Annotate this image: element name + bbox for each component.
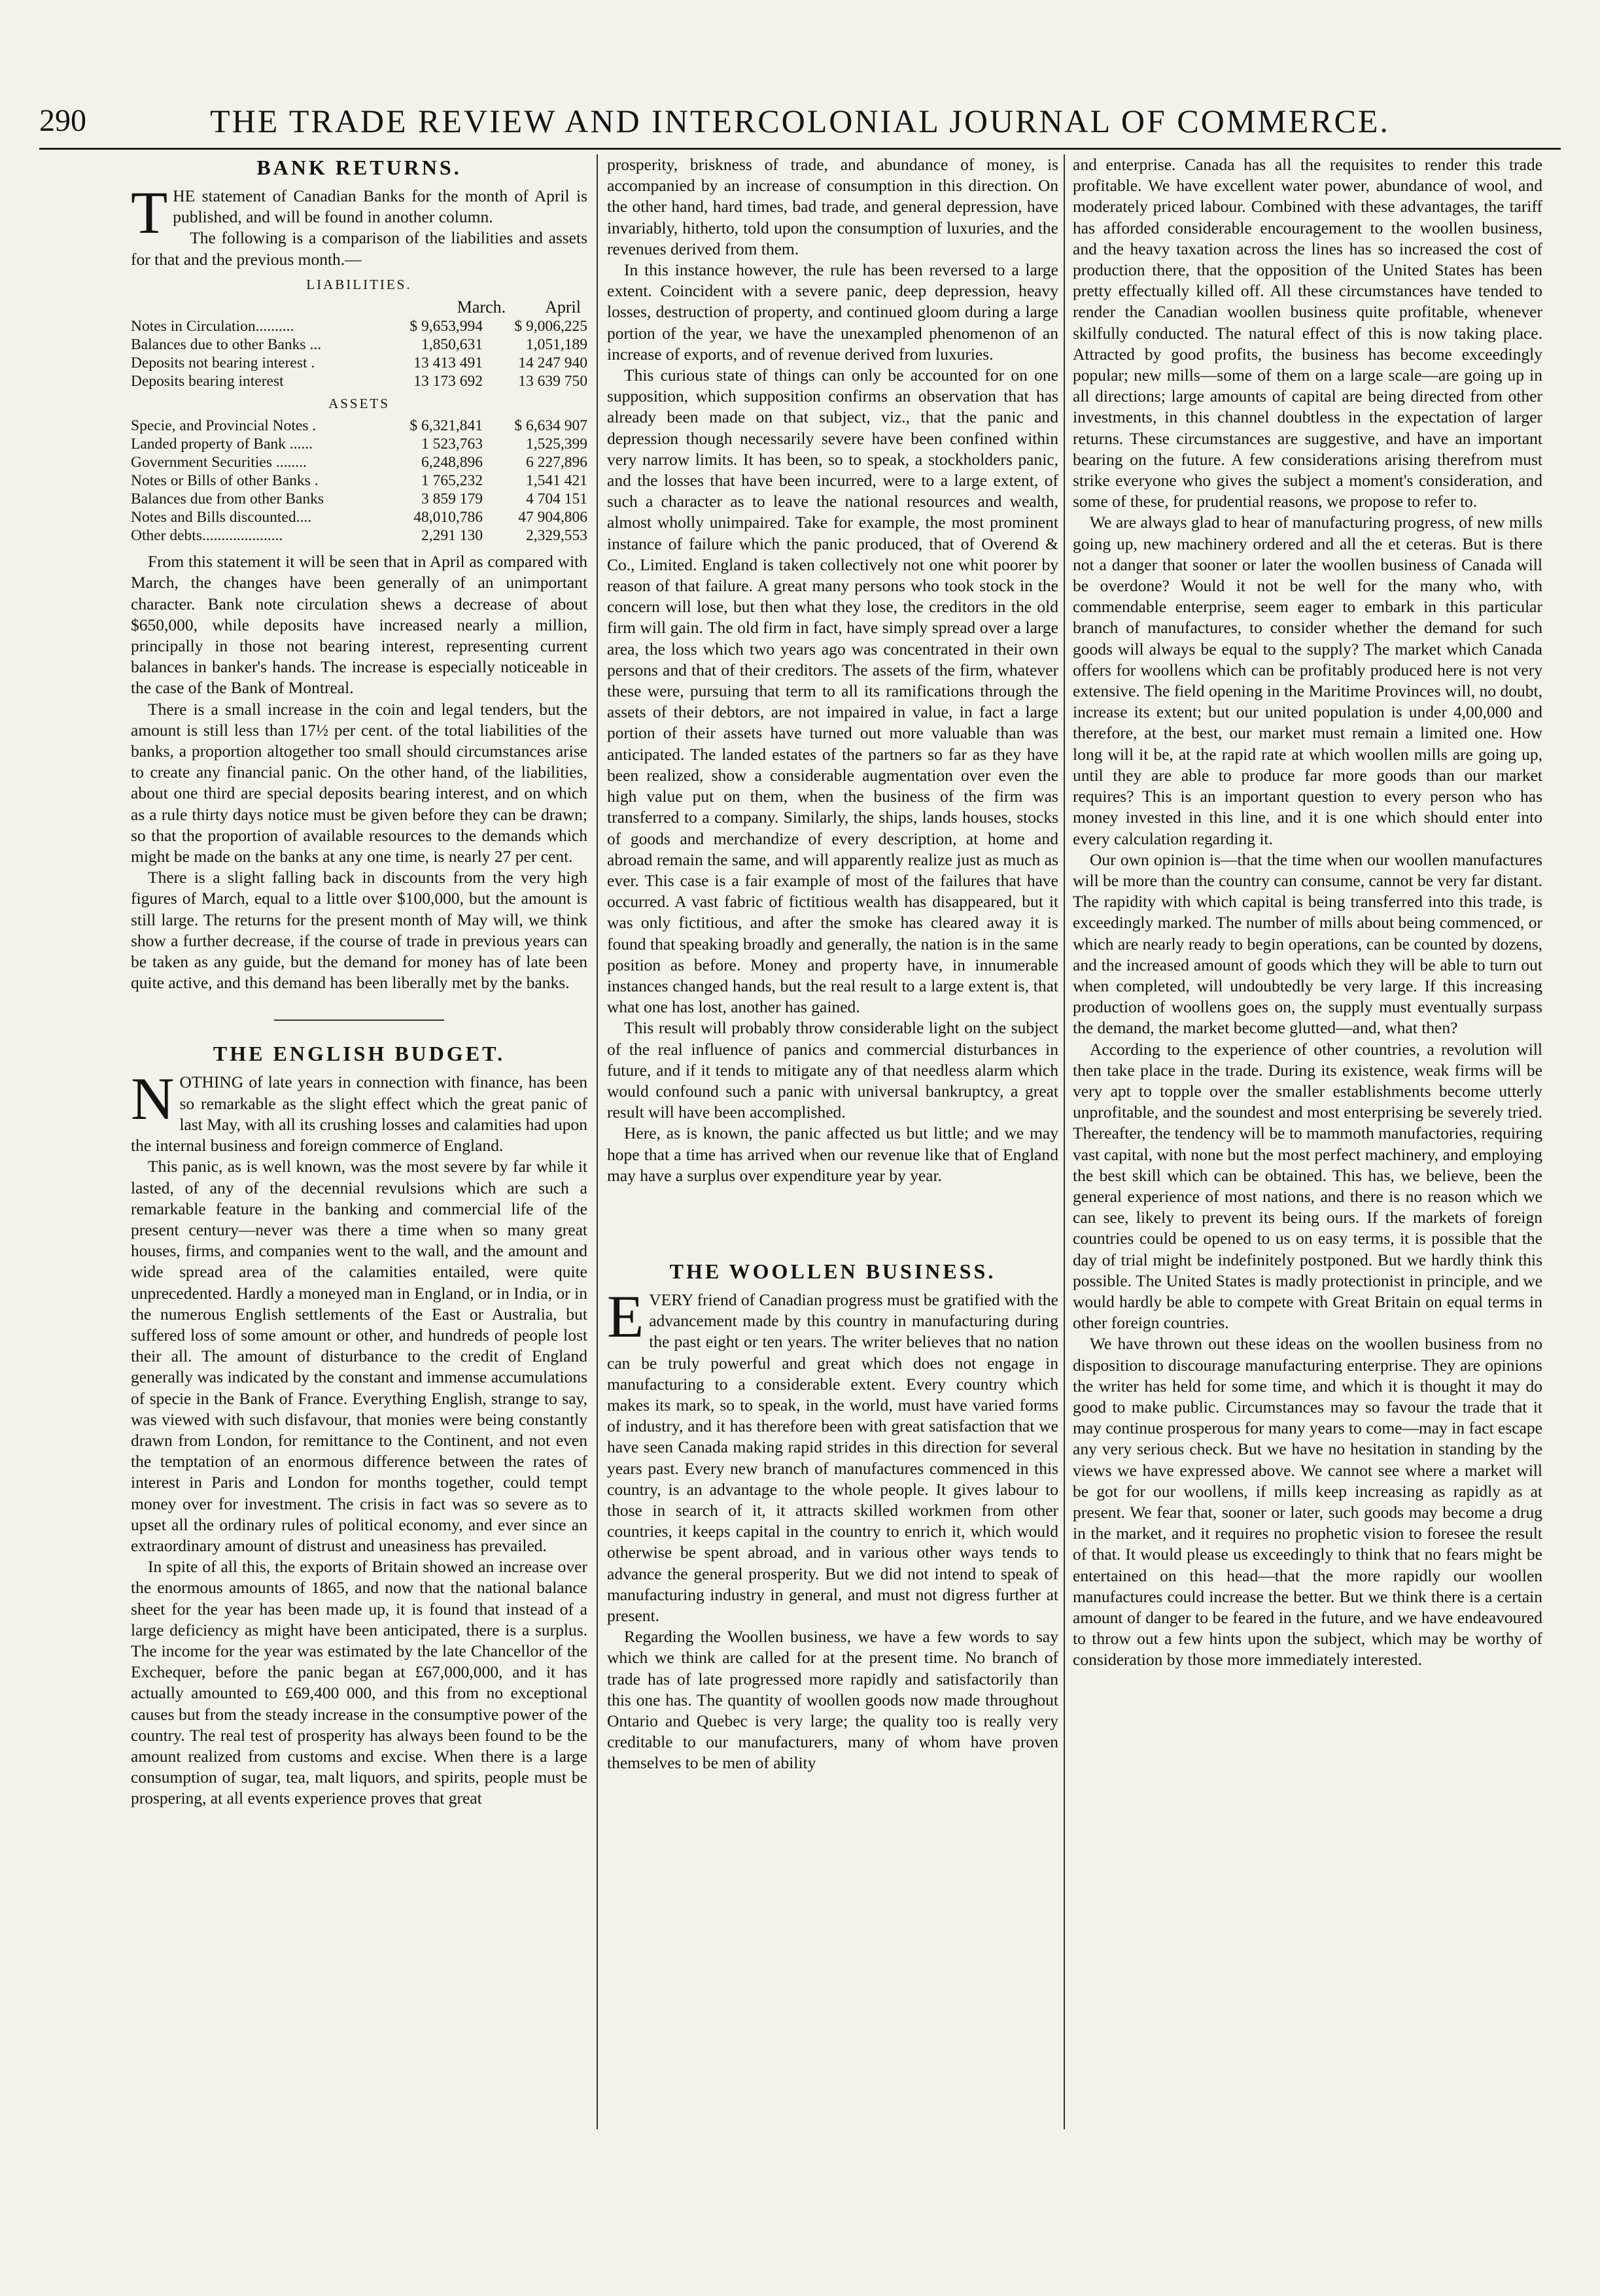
table-header xyxy=(131,298,587,317)
table-row: Balances due to other Banks ... 1,850,631 1,051,189 xyxy=(131,336,587,354)
paragraph: There is a slight falling back in discounts from the very high figures of March, equal to a little over $100,000, but the amount is still large. The returns for the present month of May will, we think show a further decrease, if the course of trade in previous years can be taken as any guide, but the demand for money has of late been quite active, and this demand has been liberally met by the banks. xyxy=(131,868,587,993)
column-middle xyxy=(607,154,1058,2214)
drop-cap: N xyxy=(131,1065,175,1133)
bank-returns-table xyxy=(131,274,587,545)
table-row: Deposits bearing interest 13 173 692 13 639 750 xyxy=(131,373,587,390)
running-title: THE TRADE REVIEW AND INTERCOLONIAL JOURNAL OF COMMERCE. xyxy=(210,103,1390,139)
paragraph: This curious state of things can only be accounted for on one supposition, which supposition confirms an observation that has already been made on that subject, viz., that the panic and depression though necessarily severe have been confined within very narrow limits. It has been, so to speak, a stockholders panic, and the losses that have been incurred, were to a large extent, of such a character as to leave the national resources and wealth, almost wholly unimpaired. Take for example, the most prominent instance of failure which the panic produced, that of Overend & Co., Limited. England is taken collectively not one whit poorer by reason of that failure. A great many persons who took stock in the concern will lose, but then what they lose, the creditors in the old firm will gain. The old firm in fact, have simply spread over a large area, the loss which two years ago was concentrated in their own persons and that of their creditors. The assets of the firm, whatever these were, pursuing that term to all its ramifications through the assets of their debtors, are not impaired in value, in fact a large portion of their assets have turned out more valuable than was anticipated. The landed estates of the partners so far as they have been realized, show a considerable augmentation over even the high value put on them, when the business of the firm was transferred to a company. Similarly, the ships, lands houses, stocks of goods and merchandize of every description, at home and abroad remain the same, and will apparently realize just as much as ever. This case is a fair example of most of the failures that have occurred. A vast fabric of fictitious wealth has disappeared, but it was only fictitious, and after the smoke has cleared away it is found that speaking broadly and generally, the nation is in the same position as before. Money and property have, in innumerable instances changed hands, but the real result to a large extent is, that what one has lost, another has gained. xyxy=(607,366,1058,1017)
col-march: March. xyxy=(457,298,506,317)
table-row: Notes or Bills of other Banks . 1 765,232 1,541 421 xyxy=(131,472,587,490)
paragraph: The following is a comparison of the liabilities and assets for that and the previous month.— xyxy=(131,228,587,269)
paragraph: NOTHING of late years in connection with finance, has been so remarkable as the slight effect which the great panic of last May, with all its crushing losses and calamities had upon the internal business and foreign commerce of England. xyxy=(131,1065,587,1156)
liabilities-caption: LIABILITIES. xyxy=(306,276,412,292)
page-header xyxy=(39,98,1561,144)
paragraph: THE statement of Canadian Banks for the month of April is published, and will be found in another column. xyxy=(131,179,587,246)
column-right xyxy=(1073,154,1542,2214)
column-divider xyxy=(1064,154,1065,2129)
paragraph: We are always glad to hear of manufacturing progress, of new mills going up, new machinery ordered and all the et ceteras. But is there not a danger that sooner or later the woollen business of Canada will be overdone? Would it not be well for the many who, with commendable enterprise, seem eager to embark in this particular branch of manufactures, to consider whether the demand for such goods will always be equal to the supply? The market which Canada offers for woollens which can be profitably produced here is not very extensive. The field opening in the Maritime Provinces will, no doubt, increase its extent; but our united population is under 4,00,000 and therefore, at the best, our market must remain a limited one. How long will it be, at the rapid rate at which woollen mills are going up, until they are able to produce far more goods than our market requires? This is an important question to every person who has money invested in this line, and it is one which should enter into every calculation regarding it. xyxy=(1073,513,1542,848)
table-row: Specie, and Provincial Notes . $ 6,321,841 $ 6,634 907 xyxy=(131,417,587,435)
drop-cap: E xyxy=(607,1282,644,1350)
section-separator xyxy=(274,1019,444,1021)
table-row: Government Securities ........ 6,248,896 6 227,896 xyxy=(131,454,587,471)
table-row: Notes in Circulation.......... $ 9,653,994 $ 9,006,225 xyxy=(131,318,587,335)
table-row: Landed property of Bank ...... 1 523,763 1,525,399 xyxy=(131,436,587,453)
paragraph: EVERY friend of Canadian progress must be gratified with the advancement made by this country in manufacturing during the past eight or ten years. The writer believes that no nation can be truly powerful and great which does not engage in manufacturing to a considerable extent. Every country which makes its mark, so to speak, in the world, must have varied forms of industry, and it has therefore been with great satisfaction that we have seen Canada making rapid strides in this direction for several years past. Every new branch of manufactures commenced in this country, is an advantage to the whole people. It gives labour to those in search of it, it attracts skilled workmen from other countries, it keeps capital in the country to enrich it, which would otherwise be spent abroad, and in various other ways tends to advance the general prosperity. But we did not intend to speak of manufacturing industry in general, and must not digress further at present. xyxy=(607,1282,1058,1625)
table-row: Deposits not bearing interest . 13 413 491 14 247 940 xyxy=(131,354,587,372)
drop-cap: T xyxy=(131,179,168,246)
header-rule xyxy=(39,148,1561,150)
paragraph: According to the experience of other countries, a revolution will then take place in the trade. During its existence, weak firms will be very apt to topple over the smaller establishments become utterly unprofitable, and the soundest and most enterprising be severely tried. Thereafter, the tendency will be to mammoth manufactories, requiring vast capital, with none but the most perfect machinery, and employing the best skill which can be obtained. This has, we believe, been the general experience of most nations, and there is no reason which we can see, likely to prevent its being ours. If the markets of foreign countries could be opened to us on easy terms, it is possible that the day of trial might be indefinitely postponed. But we hardly think this possible. The United States is madly protectionist in principle, and we would hardly be able to compete with Great Britain on equal terms in other foreign countries. xyxy=(1073,1039,1542,1333)
page-number: 290 xyxy=(39,103,86,138)
paragraph: We have thrown out these ideas on the woollen business from no disposition to discourage manufacturing enterprise. They are opinions the writer has held for some time, and which it is thought it may do good to make public. Circumstances may so favour the trade that it may continue prosperous for many years to come—may in fact escape any very serious check. But we have no hesitation in standing by the views we have expressed above. We cannot see where a market will be got for our woollens, if mills keep increasing as rapidly as at present. We fear that, sooner or later, such goods may become a drug in the market, and it requires no prophetic vision to foresee the result of that. It would please us exceedingly to think that no fears might be entertained on this head—that the more rapidly our woollen manufactures could increase the better. But we think there is a certain amount of danger to be feared in the future, and we have endeavoured to throw out a few hints upon the subject, which may be worthy of consideration by those more immediately interested. xyxy=(1073,1334,1542,1670)
table-row: Balances due from other Banks 3 859 179 4 704 151 xyxy=(131,490,587,508)
paragraph: Our own opinion is—that the time when our woollen manufactures will be more than the country can consume, cannot be very far distant. The rapidity with which capital is being transferred into this trade, is exceedingly marked. The number of mills about being commenced, or which are nearly ready to begin operations, can be counted by dozens, and the increased amount of goods which they will be able to turn out when completed, will undoubtedly be very large. If this increasing production of woollens goes on, the supply must eventually surpass the demand, the market become glutted—and, what then? xyxy=(1073,849,1542,1038)
col-april: April xyxy=(545,298,581,317)
paragraph: and enterprise. Canada has all the requisites to render this trade profitable. We have excellent water power, abundance of wool, and moderately priced labour. Combined with these advantages, the tariff has afforded considerable encouragement to the woollen business, and the heavy taxation across the lines has so increased the cost of production there, that the opposition of the United States has been pretty effectually killed off. All these circumstances have tended to render the Canadian woollen business quite profitable, whenever skilfully conducted. The natural effect of this is now taking place. Attracted by good profits, the business has become exceedingly popular; new mills—some of them on a large scale—are going up in all directions; large amounts of capital are being directed from other investments, in this channel doubtless in the expectation of larger returns. These circumstances are suggestive, and have an important bearing on the future. A few considerations arising therefrom must strike everyone who gives the subject a moment's consideration, and some of these, for prudential reasons, we propose to refer to. xyxy=(1073,155,1542,511)
paragraph: This panic, as is well known, was the most severe by far while it lasted, of any of the decennial revulsions which are such a remarkable feature in the banking and commercial life of the present century—never was there a time when so many great houses, firms, and companies went to the wall, and the amount and wide spread area of the calamities entailed, were quite unprecedented. Hardly a moneyed man in England, or in India, or in the numerous English settlements of the East or Australia, but suffered loss of some amount or other, and hundreds of people lost their all. The amount of disturbance to the credit of England generally was indicated by the constant and immense accumulations of specie in the Bank of France. Everything English, strange to say, was viewed with such disfavour, that monies were being constantly drawn from London, for remittance to the Continent, and not even the temptation of an enormous difference between the rates of interest in Paris and London for months together, could tempt money over for investment. The crisis in fact was so severe as to upset all the ordinary rules of political economy, and ever since an extraordinary amount of distrust and uneasiness has prevailed. xyxy=(131,1157,587,1555)
article-heading-woollen-business: THE WOOLLEN BUSINESS. xyxy=(669,1259,996,1283)
column-divider xyxy=(597,154,598,2129)
table-row: Other debts..................... 2,291 130 2,329,553 xyxy=(131,527,587,545)
table-row: Notes and Bills discounted.... 48,010,786 47 904,806 xyxy=(131,509,587,526)
paragraph: prosperity, briskness of trade, and abundance of money, is accompanied by an increase of consumption in this direction. On the other hand, hard times, bad trade, and general depression, have invariably, hitherto, told upon the consumption of luxuries, and the revenues derived from them. xyxy=(607,155,1058,258)
assets-caption: ASSETS xyxy=(328,396,390,412)
paragraph: This result will probably throw considerable light on the subject of the real influence of panics and commercial disturbances in future, and if it tends to mitigate any of that needless alarm which would confound such a panic with universal bankruptcy, a great result will have been accomplished. xyxy=(607,1018,1058,1122)
article-heading-bank-returns: BANK RETURNS. xyxy=(256,156,462,179)
spacer xyxy=(607,1186,1058,1258)
paragraph: Here, as is known, the panic affected us but little; and we may hope that a time has arrived when our revenue like that of England may have a surplus over expenditure year by year. xyxy=(607,1123,1058,1185)
paragraph: In this instance however, the rule has been reversed to a large extent. Coincident with a severe panic, deep depression, heavy losses, destruction of property, and continued gloom during a large portion of the year, we have the unexampled phenomenon of an increase of exports, and of revenue derived from luxuries. xyxy=(607,260,1058,364)
paragraph: Regarding the Woollen business, we have a few words to say which we think are called for at the present time. No branch of trade has of late progressed more rapidly and satisfactorily than this one has. The quantity of woollen goods now made throughout Ontario and Quebec is very large; the quality too is really very creditable to our manufacturers, many of whom have proven themselves to be men of ability xyxy=(607,1627,1058,1773)
article-heading-english-budget: THE ENGLISH BUDGET. xyxy=(213,1042,506,1066)
column-left xyxy=(131,154,587,2214)
paragraph: There is a small increase in the coin and legal tenders, but the amount is still less than 17½ per cent. of the total liabilities of the banks, a proportion altogether too small should circumstances arise to create any financial panic. On the other hand, of the liabilities, about one third are special deposits bearing interest, and on which as a rule thirty days notice must be given before they can be drawn; so that the proportion of available resources to the demands which might be made on the banks at any one time, is nearly 27 per cent. xyxy=(131,699,587,866)
paragraph: From this statement it will be seen that in April as compared with March, the changes have been generally of an unimportant character. Bank note circulation shews a decrease of about $650,000, while deposits have increased nearly a million, principally in those not bearing interest, representing current balances in banker's hands. The increase is especially noticeable in the case of the Bank of Montreal. xyxy=(131,552,587,698)
paragraph: In spite of all this, the exports of Britain showed an increase over the enormous amounts of 1865, and now that the national balance sheet for the year has been made up, it is found that instead of a large deficiency as might have been anticipated, there is a surplus. The income for the year was estimated by the late Chancellor of the Exchequer, before the panic began at £67,000,000, and it has actually amounted to £69,400 000, and this from no exceptional causes but from the steady increase in the consumptive power of the country. The real test of prosperity has always been found to be the amount realized from customs and excise. When there is a large consumption of sugar, tea, malt liquors, and spirits, people must be prospering, at all events experience proves that great xyxy=(131,1557,587,1808)
